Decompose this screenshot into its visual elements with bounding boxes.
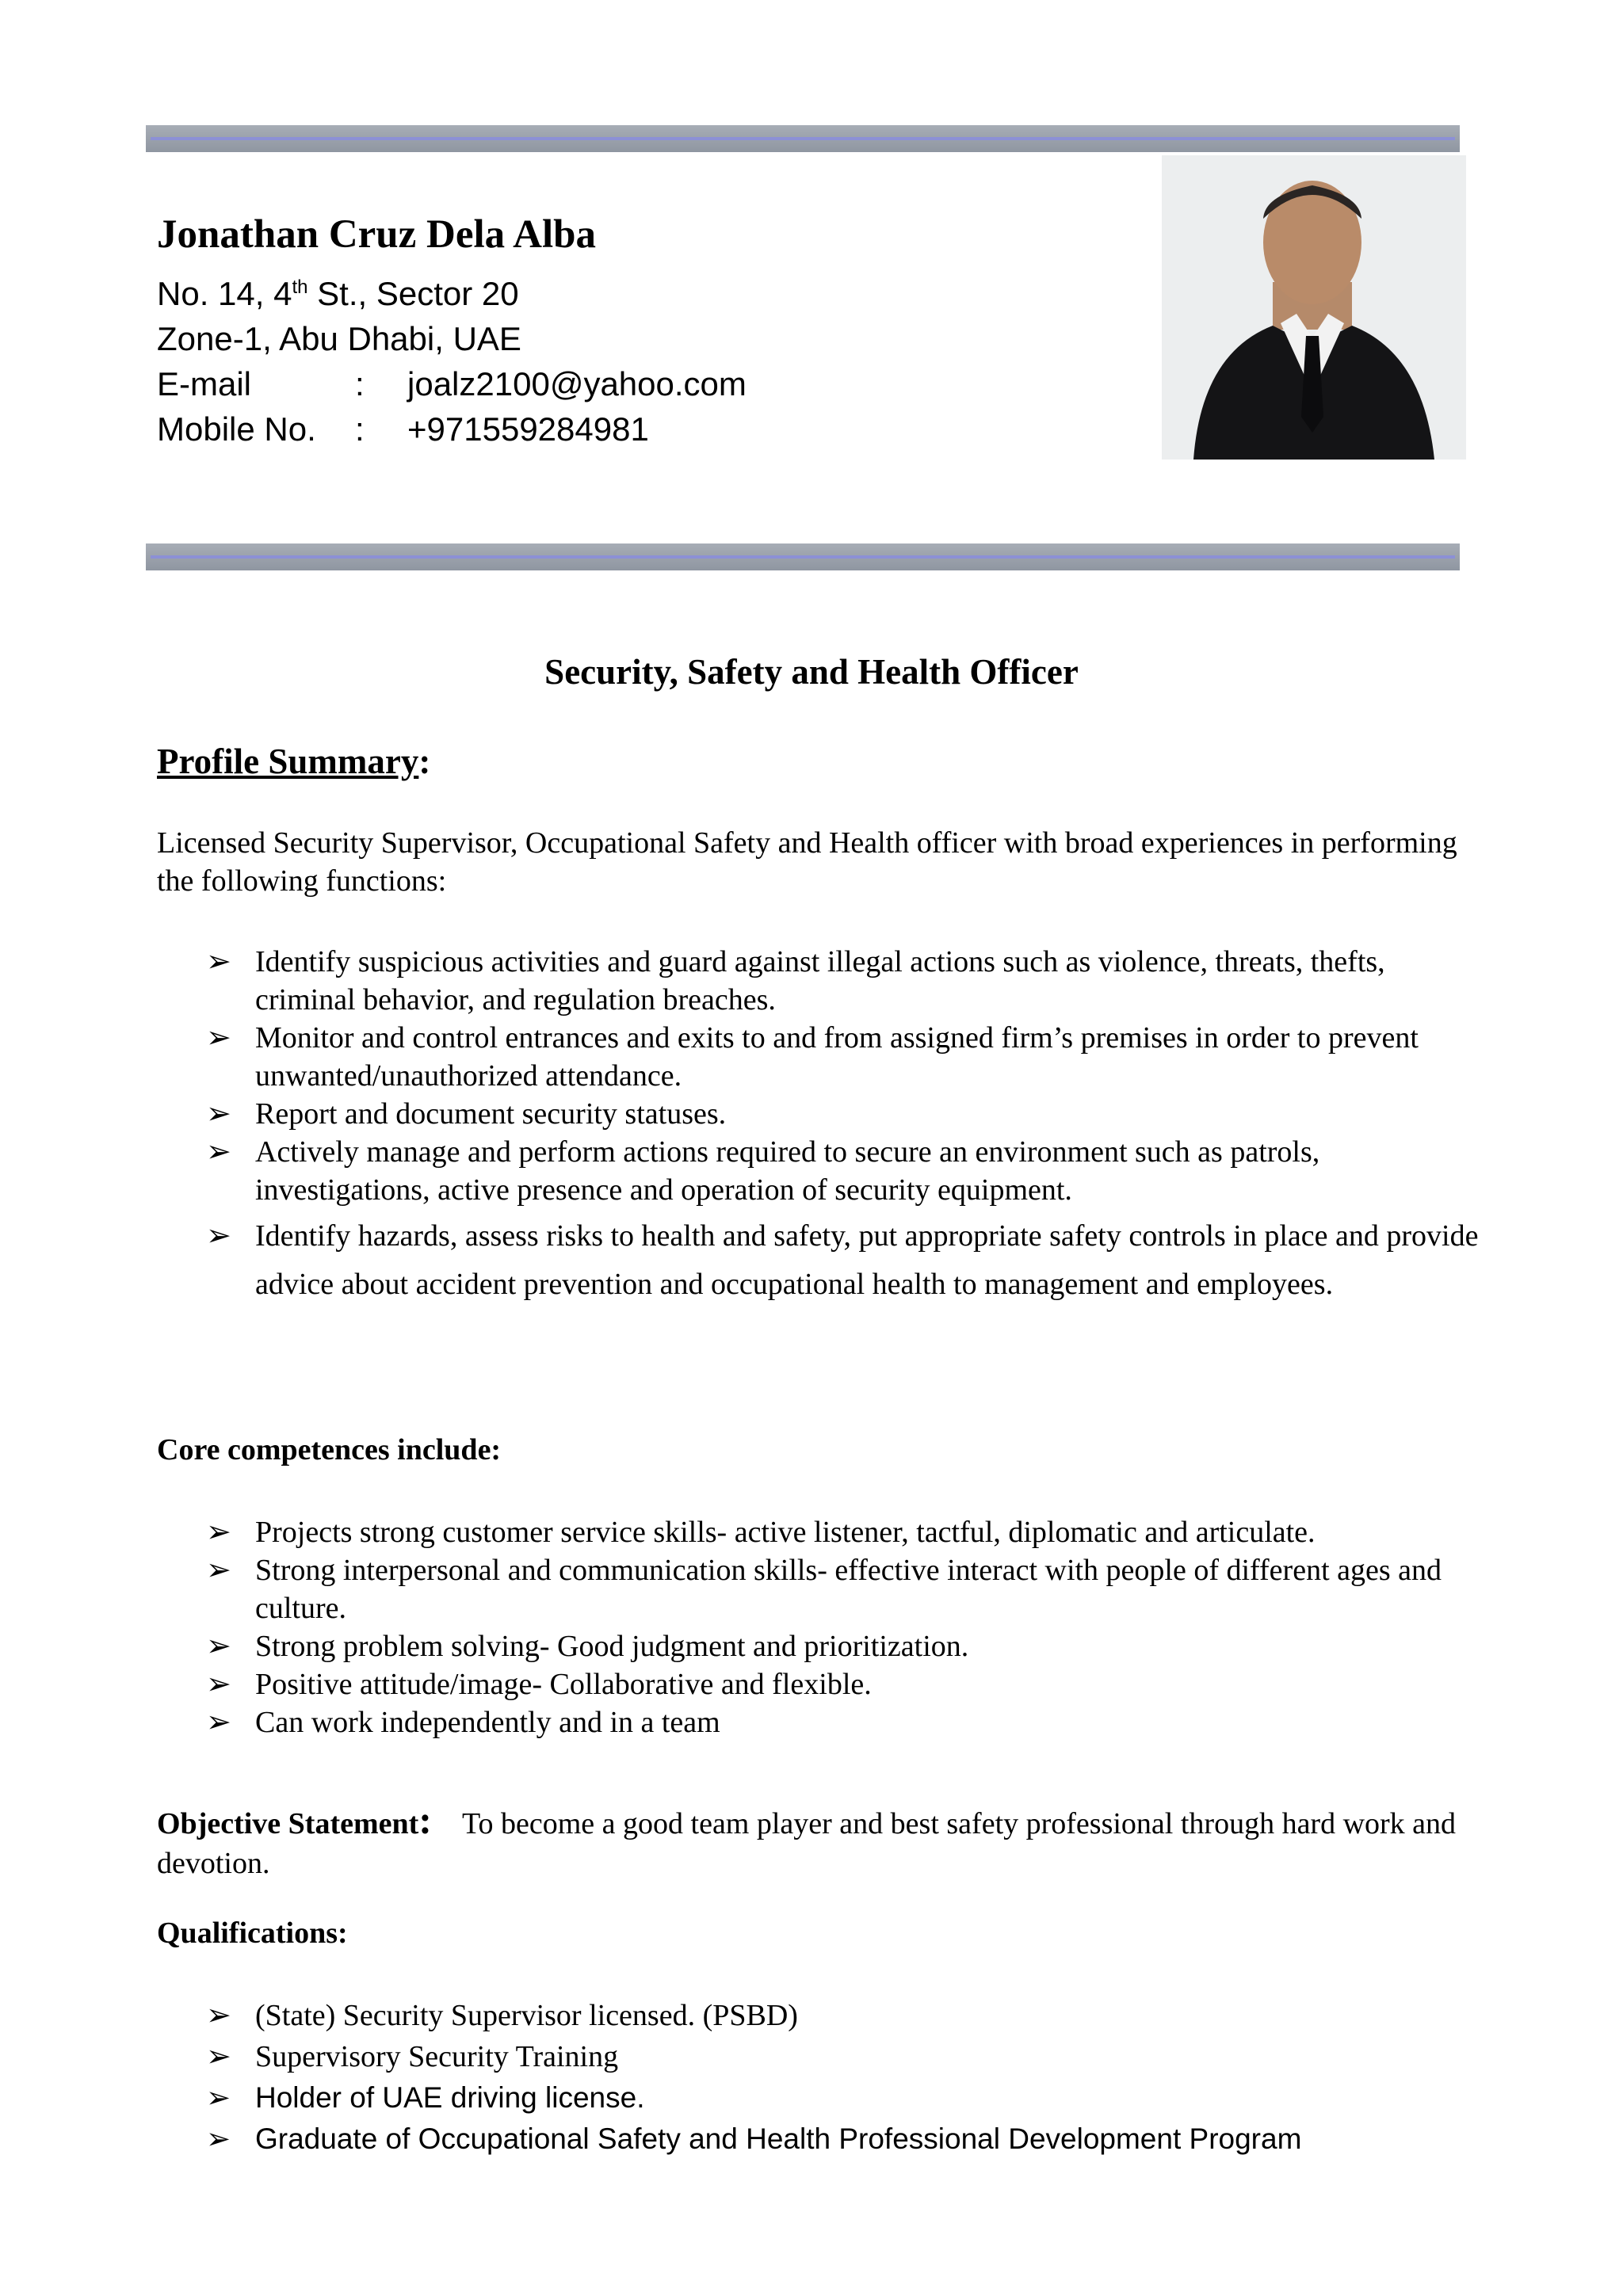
objective-label: Objective Statement <box>157 1807 419 1840</box>
profile-photo-illustration <box>1162 155 1466 460</box>
candidate-name: Jonathan Cruz Dela Alba <box>157 212 596 257</box>
arrow-bullet-icon: ➢ <box>206 1219 231 1253</box>
email-line: E-mail : joalz2100@yahoo.com <box>157 361 747 406</box>
arrow-bullet-icon: ➢ <box>206 2122 231 2155</box>
arrow-bullet-icon: ➢ <box>206 1706 231 1739</box>
list-item: ➢ Positive attitude/image- Collaborative and flexible. <box>157 1665 1488 1703</box>
list-item: ➢ Strong interpersonal and communication skills- effective interact with people of different ages and culture. <box>157 1551 1488 1627</box>
mobile-label: Mobile No. <box>157 410 316 448</box>
email-label: E-mail <box>157 365 252 402</box>
list-item: ➢ Supervisory Security Training <box>157 2036 1520 2077</box>
list-item: ➢ Strong problem solving- Good judgment and prioritization. <box>157 1627 1488 1665</box>
arrow-bullet-icon: ➢ <box>206 1668 231 1701</box>
arrow-bullet-icon: ➢ <box>206 1516 231 1549</box>
list-item: ➢ Holder of UAE driving license. <box>157 2077 1520 2119</box>
profile-list <box>157 943 1488 1309</box>
objective-statement: Objective Statement: To become a good team player and best safety professional through hard work and devotion. <box>157 1798 1457 1880</box>
list-item: ➢ Graduate of Occupational Safety and Health Professional Development Program <box>157 2119 1520 2160</box>
list-item: ➢ Identify suspicious activities and guard against illegal actions such as violence, threats, thefts, criminal behavior, and regulation breaches. <box>157 943 1488 1019</box>
arrow-bullet-icon: ➢ <box>206 1999 231 2032</box>
objective-text: To become a good team player and best safety professional through hard work and devotion. <box>157 1807 1457 1880</box>
list-item: ➢ Report and document security statuses. <box>157 1095 1488 1133</box>
mobile-line: Mobile No. : +971559284981 <box>157 406 747 452</box>
arrow-bullet-icon: ➢ <box>206 1135 231 1169</box>
email-value: joalz2100@yahoo.com <box>407 365 747 402</box>
mobile-value: +971559284981 <box>407 410 649 448</box>
list-item: ➢ (State) Security Supervisor licensed. (PSBD) <box>157 1995 1520 2036</box>
profile-photo <box>1162 155 1466 460</box>
address-line-1: No. 14, 4th St., Sector 20 <box>157 275 519 312</box>
profile-summary-heading: Profile Summary: <box>157 742 431 781</box>
list-item: ➢ Identify hazards, assess risks to health and safety, put appropriate safety controls in place and provide advice about accident prevention and occupational health to management and employees. <box>157 1212 1488 1309</box>
list-item: ➢ Can work independently and in a team <box>157 1703 1488 1741</box>
profile-intro: Licensed Security Supervisor, Occupational Safety and Health officer with broad experiences in performing the following functions: <box>157 826 1457 898</box>
top-divider <box>146 125 1460 152</box>
bottom-divider <box>146 543 1460 570</box>
qualifications-list <box>157 1995 1520 2160</box>
list-item: ➢ Actively manage and perform actions required to secure an environment such as patrols, investigations, active presence and operation of security equipment. <box>157 1133 1488 1209</box>
arrow-bullet-icon: ➢ <box>206 945 231 978</box>
arrow-bullet-icon: ➢ <box>206 2040 231 2073</box>
contact-block <box>157 204 747 452</box>
competences-list <box>157 1513 1488 1741</box>
list-item: ➢ Monitor and control entrances and exits to and from assigned firm’s premises in order to prevent unwanted/unauthorized attendance. <box>157 1019 1488 1095</box>
job-title: Security, Safety and Health Officer <box>544 652 1079 692</box>
arrow-bullet-icon: ➢ <box>206 1630 231 1663</box>
arrow-bullet-icon: ➢ <box>206 1021 231 1055</box>
list-item: ➢ Projects strong customer service skills- active listener, tactful, diplomatic and articulate. <box>157 1513 1488 1551</box>
arrow-bullet-icon: ➢ <box>206 2081 231 2114</box>
arrow-bullet-icon: ➢ <box>206 1554 231 1587</box>
core-competences-heading: Core competences include: <box>157 1433 502 1466</box>
address-line-2: Zone-1, Abu Dhabi, UAE <box>157 320 521 357</box>
qualifications-heading: Qualifications: <box>157 1917 348 1950</box>
arrow-bullet-icon: ➢ <box>206 1097 231 1131</box>
